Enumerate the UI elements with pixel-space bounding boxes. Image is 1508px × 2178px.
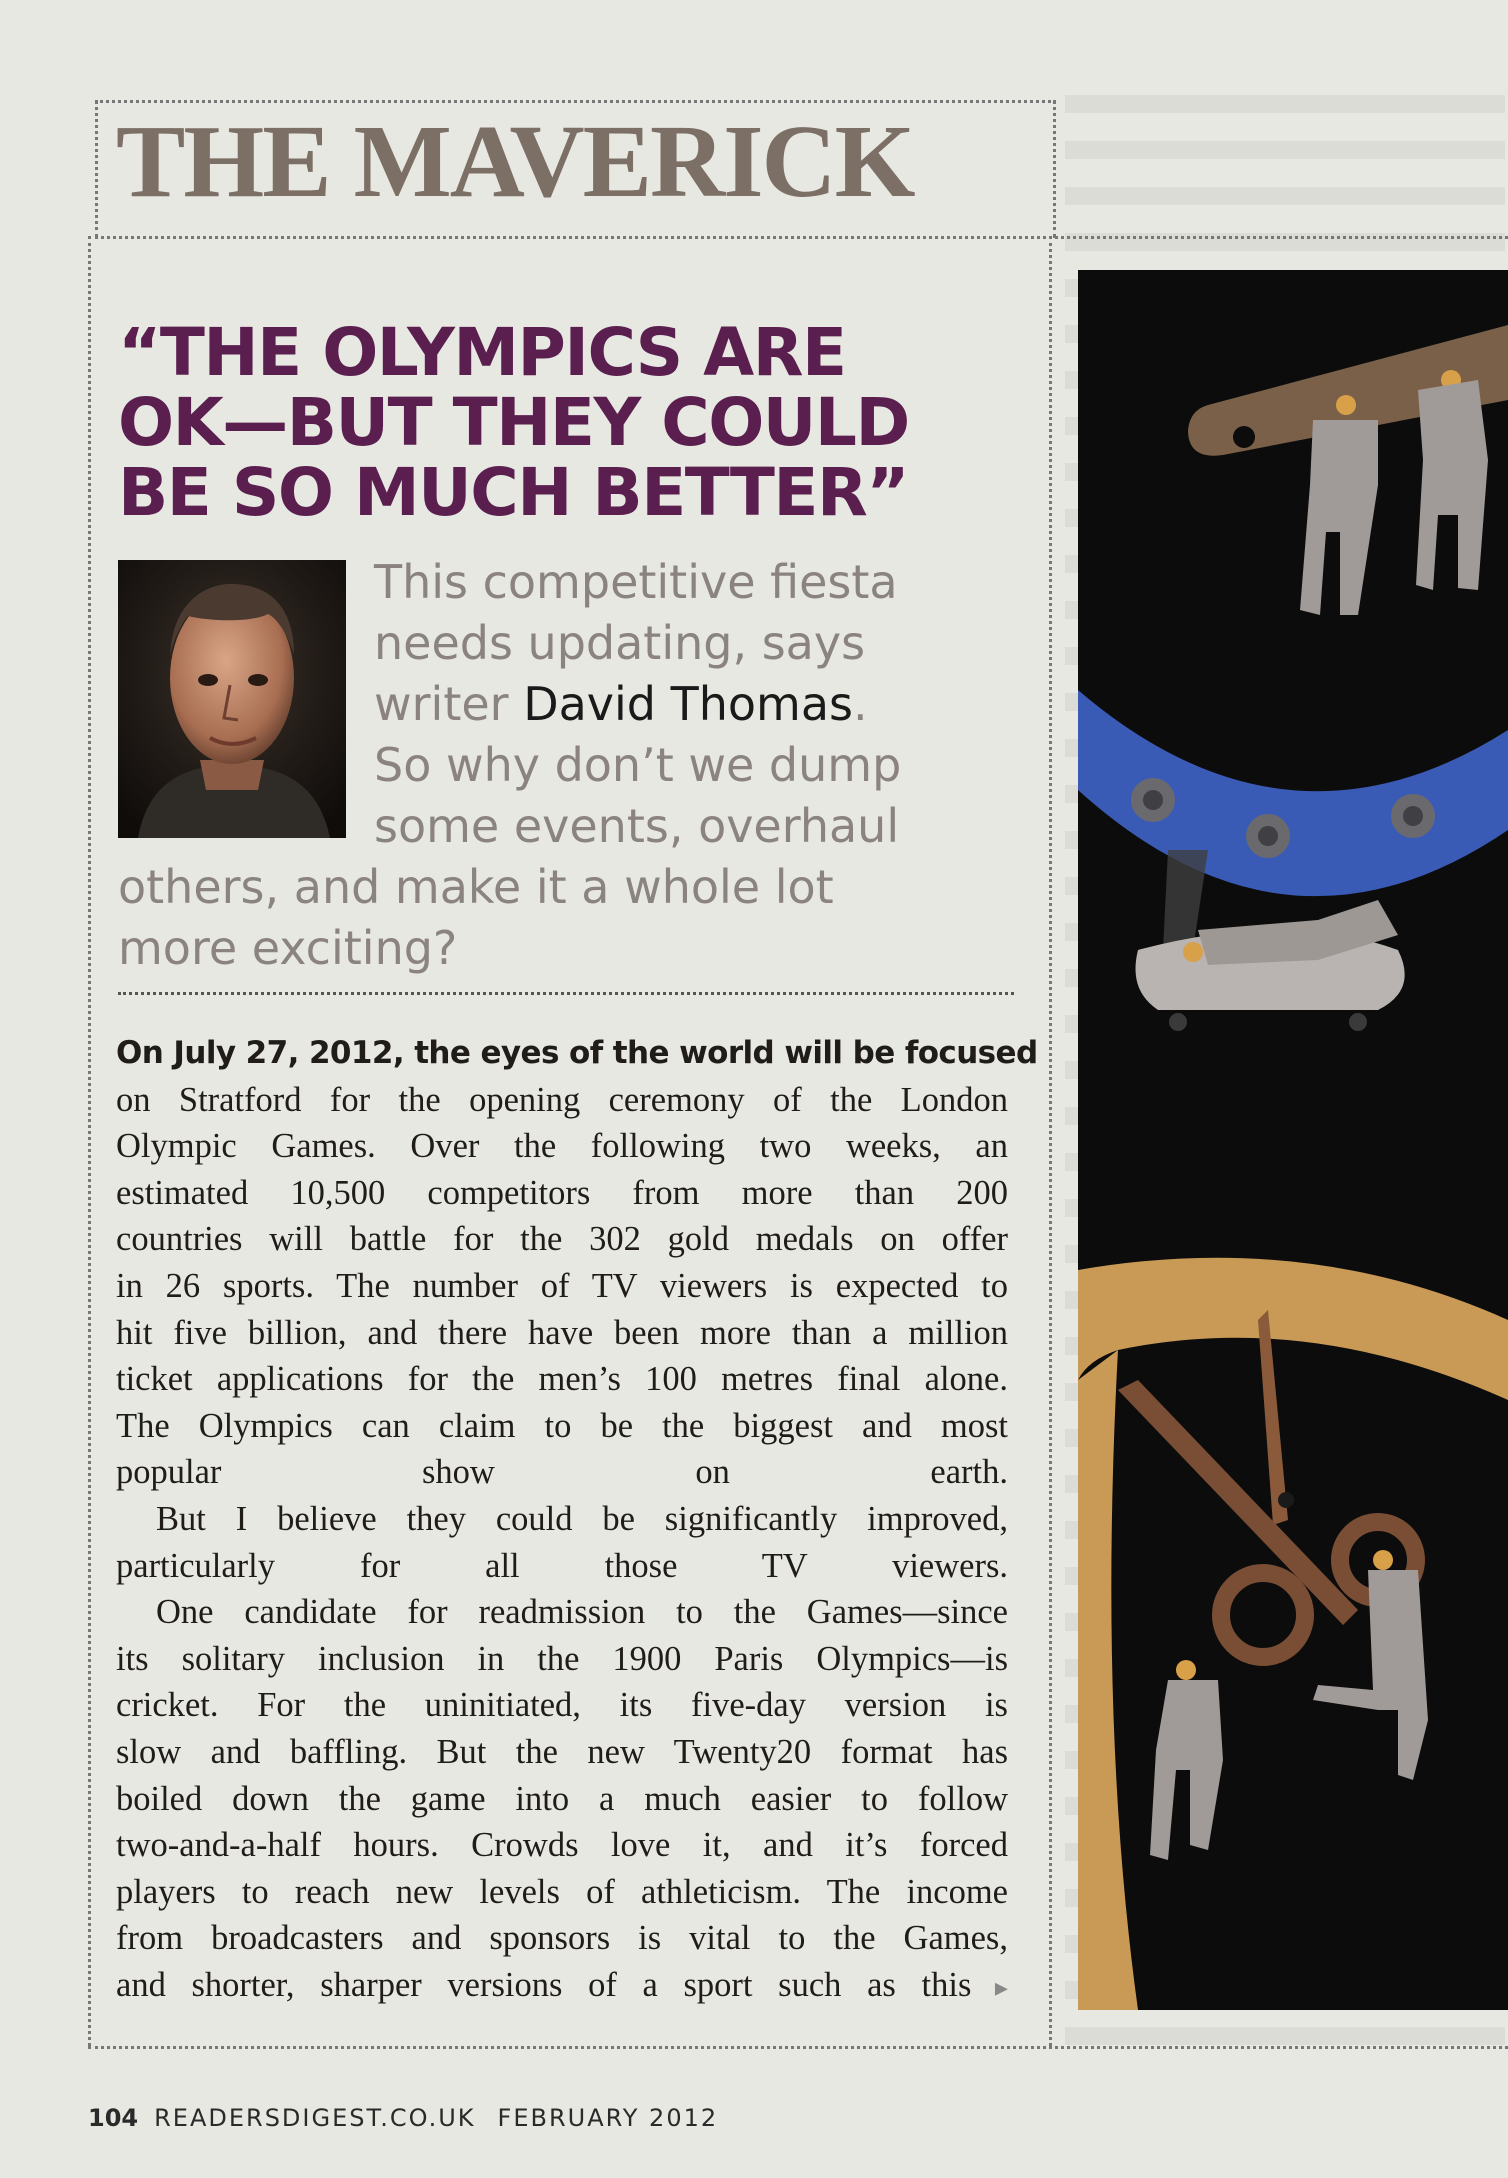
deck-line: others, and make it a whole lot	[118, 860, 834, 914]
body-line: from broadcasters and sponsors is vital to the Games,	[116, 1919, 1008, 1958]
footer-site: READERSDIGEST.CO.UK	[154, 2104, 476, 2132]
body-line: boiled down the game into a much easier to follow	[116, 1779, 1008, 1818]
olympics-illustration	[1078, 270, 1508, 2010]
page-footer	[88, 2104, 718, 2132]
deck-text: .	[852, 677, 868, 731]
article-deck	[118, 552, 1038, 979]
deck-line	[118, 674, 1038, 735]
body-line: ticket applications for the men’s 100 metres final alone.	[116, 1360, 1008, 1399]
headline-line: BE SO MUCH BETTER”	[118, 454, 909, 531]
deck-line: This competitive fiesta	[374, 555, 898, 609]
footer-month: FEBRUARY 2012	[497, 2104, 719, 2132]
deck-line: some events, overhaul	[374, 799, 900, 853]
body-line: The Olympics can claim to be the biggest and most	[116, 1406, 1008, 1445]
body-line: in 26 sports. The number of TV viewers is expected to	[116, 1266, 1008, 1305]
body-line: particularly for all those TV viewers.	[116, 1546, 1008, 1585]
body-line: slow and baffling. But the new Twenty20 format has	[116, 1732, 1008, 1771]
deck-line: So why don’t we dump	[374, 738, 902, 792]
deck-line: needs updating, says	[374, 616, 866, 670]
page-number: 104	[88, 2104, 139, 2132]
deck-text: writer	[374, 677, 524, 731]
illustration-graphic	[1078, 270, 1508, 2010]
headline-line: “THE OLYMPICS ARE	[118, 314, 846, 391]
body-line: players to reach new levels of athleticism. The income	[116, 1872, 1008, 1911]
bottom-divider	[88, 2046, 1508, 2049]
continue-arrow-icon: ▸	[971, 1972, 1008, 2002]
body-line: But I believe they could be significantly improved,	[156, 1499, 1008, 1538]
body-line: its solitary inclusion in the 1900 Paris Olympics—is	[116, 1639, 1008, 1678]
deck-line: more exciting?	[118, 921, 458, 975]
body-line: two-and-a-half hours. Crowds love it, and it’s forced	[116, 1826, 1008, 1865]
headline-line: OK—BUT THEY COULD	[118, 384, 909, 461]
body-line: hit five billion, and there have been more than a million	[116, 1313, 1008, 1352]
body-paragraph	[116, 1030, 1038, 1496]
article-body	[116, 1030, 1038, 2011]
body-paragraph	[116, 1589, 1008, 2011]
body-line: and shorter, sharper versions of a sport such as this ▸	[116, 1965, 1008, 2004]
article-headline	[118, 314, 1038, 531]
body-paragraph	[116, 1496, 1008, 1589]
body-line: Olympic Games. Over the following two weeks, an	[116, 1127, 1008, 1166]
deck-divider	[118, 992, 1014, 995]
body-line: countries will battle for the 302 gold medals on offer	[116, 1220, 1008, 1259]
body-line: One candidate for readmission to the Games—since	[156, 1593, 1008, 1632]
body-line: estimated 10,500 competitors from more than 200	[116, 1173, 1008, 1212]
body-line: cricket. For the uninitiated, its five-day version is	[116, 1686, 1008, 1725]
author-name: David Thomas	[523, 677, 853, 731]
section-title: THE MAVERICK	[116, 104, 914, 219]
lead-line: On July 27, 2012, the eyes of the world will be focused	[116, 1035, 1038, 1071]
body-line: on Stratford for the opening ceremony of the London	[116, 1080, 1008, 1119]
body-line: popular show on earth.	[116, 1453, 1008, 1492]
